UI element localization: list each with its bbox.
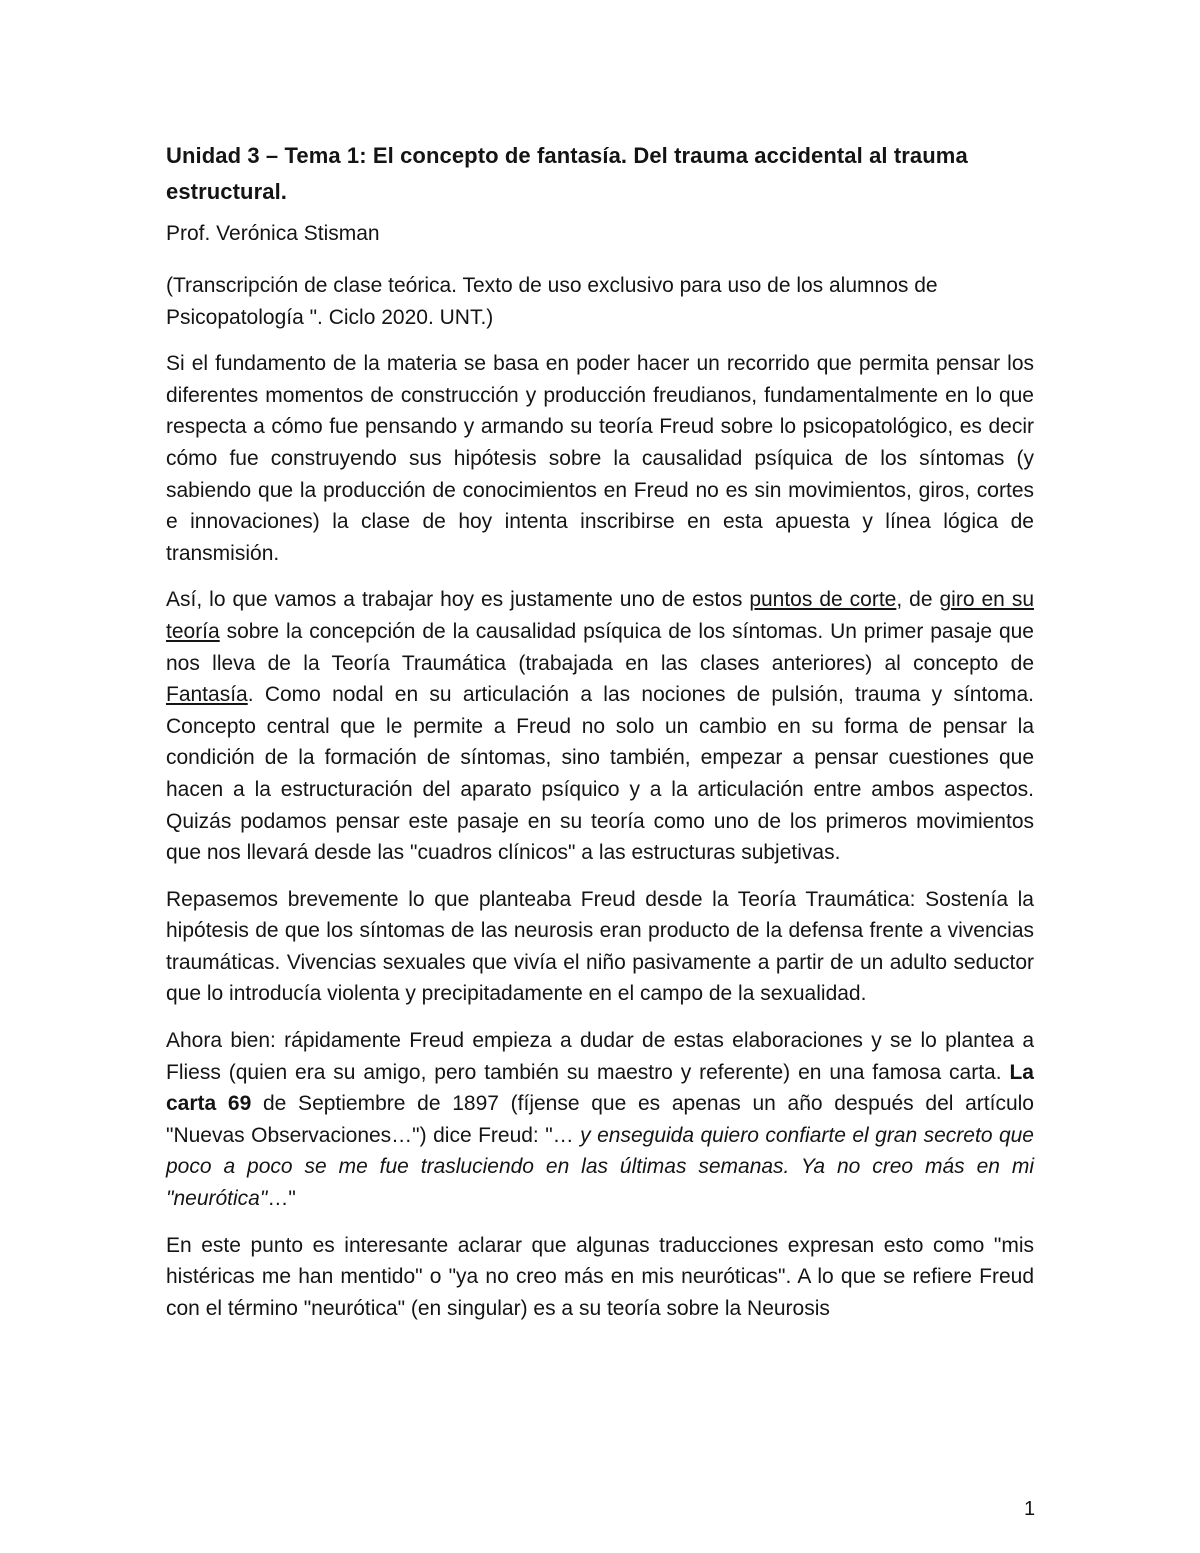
document-body: [166, 138, 1034, 1339]
text-span: . Como nodal en su articulación a las nociones de pulsión, trauma y síntoma. Concepto central que le permite a Freud no solo un cambio en su forma de pensar la condición de la formación de síntomas, sino también, empezar a pensar cuestiones que hacen a la estructuración del aparato psíquico y a la articulación entre ambos aspectos. Quizás podamos pensar este pasaje en su teoría como uno de los primeros movimientos que nos llevará desde las "cuadros clínicos" a las estructuras subjetivas.: [166, 683, 1034, 865]
intro-paragraph: (Transcripción de clase teórica. Texto de uso exclusivo para uso de los alumnos de Psicopatología ". Ciclo 2020. UNT.): [166, 274, 938, 329]
text-span: Así, lo que vamos a trabajar hoy es justamente uno de estos: [166, 588, 750, 612]
author-line: Prof. Verónica Stisman: [166, 222, 380, 245]
text-span: , de: [896, 588, 940, 612]
page-number: 1: [1024, 1498, 1036, 1520]
bold-text-carta-69: La carta 69: [166, 1060, 1034, 1116]
document-title: Unidad 3 – Tema 1: El concepto de fantasía. Del trauma accidental al trauma estructural.: [166, 143, 968, 204]
underlined-text-puntos-de-corte: puntos de corte: [749, 588, 897, 612]
paragraph-5: En este punto es interesante aclarar que algunas traducciones expresan esto como "mis histéricas me han mentido" o "ya no creo más en mis neuróticas". A lo que se refiere Freud con el término "neurótica" (en singular) es a su teoría sobre la Neurosis: [166, 1233, 1034, 1320]
paragraph-1: Si el fundamento de la materia se basa en poder hacer un recorrido que permita pensar los diferentes momentos de construcción y producción freudianos, fundamentalmente en lo que respecta a cómo fue pensando y armando su teoría Freud sobre lo psicopatológico, es decir cómo fue construyendo sus hipótesis sobre la causalidad psíquica de los síntomas (y sabiendo que la producción de conocimientos en Freud no es sin movimientos, giros, cortes e innovaciones) la clase de hoy intenta inscribirse en esta apuesta y línea lógica de transmisión.: [166, 352, 1034, 565]
paragraph-4: [166, 1025, 1034, 1215]
paragraph-3: Repasemos brevemente lo que planteaba Freud desde la Teoría Traumática: Sostenía la hipótesis de que los síntomas de las neurosis eran producto de la defensa frente a vivencias traumáticas. Vivencias sexuales que vivía el niño pasivamente a partir de un adulto seductor que lo introducía violenta y precipitadamente en el campo de la sexualidad.: [166, 887, 1034, 1006]
text-span: …": [267, 1187, 296, 1211]
italic-quote: y enseguida quiero confiarte el gran secreto que poco a poco se me fue trasluciendo en las últimas semanas. Ya no creo más en mi "neurótica": [166, 1123, 1034, 1211]
text-span: de Septiembre de 1897 (fíjense que es apenas un año después del artículo "Nuevas Observaciones…") dice Freud: "…: [166, 1092, 1034, 1147]
underlined-text-giro-en-su-teoria: giro en su teoría: [166, 588, 1034, 643]
paragraph-2: [166, 584, 1034, 868]
text-span: sobre la concepción de la causalidad psíquica de los síntomas. Un primer pasaje que nos lleva de la Teoría Traumática (trabajada en las clases anteriores) al concepto de: [166, 619, 1034, 675]
text-span: Ahora bien: rápidamente Freud empieza a dudar de estas elaboraciones y se lo plantea a Fliess (quien era su amigo, pero también su maestro y referente) en una famosa carta.: [166, 1029, 1034, 1084]
underlined-text-fantasia: Fantasía: [166, 683, 248, 707]
